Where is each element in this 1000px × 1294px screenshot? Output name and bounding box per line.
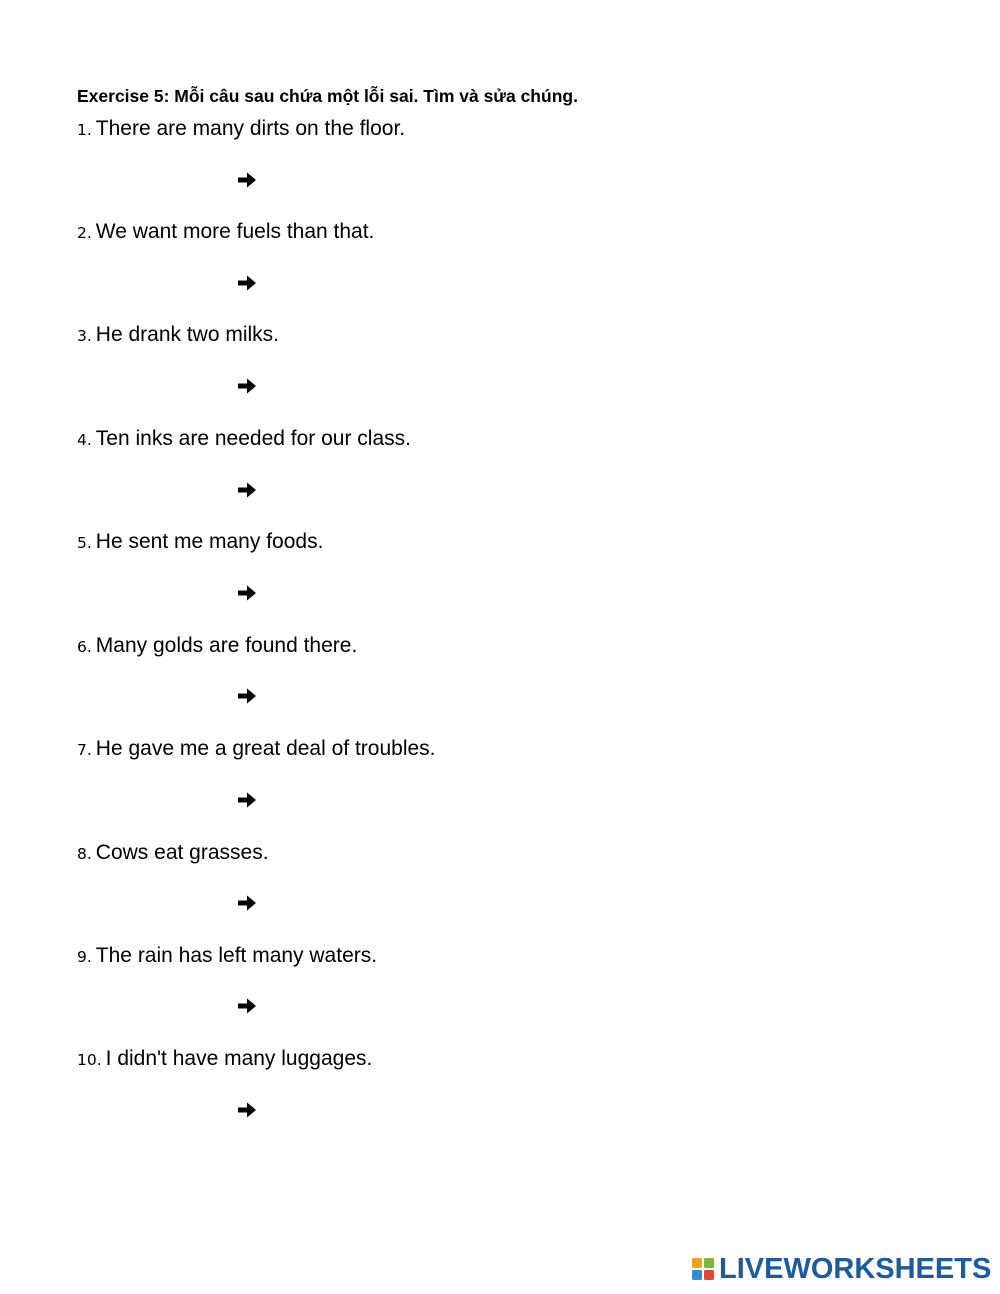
right-arrow-icon	[236, 1100, 258, 1120]
question-sentence: He drank two milks.	[95, 323, 280, 346]
question-sentence: He gave me a great deal of troubles.	[95, 737, 436, 760]
question-number: 3.	[77, 327, 92, 345]
question-number: 7.	[77, 741, 92, 759]
question-item	[77, 635, 357, 656]
question-item	[77, 1048, 372, 1069]
question-sentence: The rain has left many waters.	[95, 944, 378, 967]
question-sentence: Ten inks are needed for our class.	[95, 427, 411, 450]
brand-name: LIVEWORKSHEETS	[719, 1252, 992, 1285]
right-arrow-icon	[236, 996, 258, 1016]
question-sentence: I didn't have many luggages.	[105, 1047, 373, 1070]
question-item	[77, 738, 436, 759]
question-number: 6.	[77, 638, 92, 656]
question-item	[77, 118, 405, 139]
right-arrow-icon	[236, 686, 258, 706]
question-sentence: There are many dirts on the floor.	[95, 117, 406, 140]
question-item	[77, 428, 411, 449]
exercise-title: Exercise 5: Mỗi câu sau chứa một lỗi sai. Tìm và sửa chúng.	[77, 86, 578, 106]
question-number: 10.	[77, 1051, 102, 1069]
question-number: 9.	[77, 948, 92, 966]
question-item	[77, 842, 269, 863]
question-number: 2.	[77, 224, 92, 242]
question-number: 4.	[77, 431, 92, 449]
right-arrow-icon	[236, 170, 258, 190]
question-number: 1.	[77, 121, 92, 139]
right-arrow-icon	[236, 893, 258, 913]
question-sentence: Cows eat grasses.	[95, 841, 269, 864]
question-item	[77, 945, 377, 966]
question-sentence: He sent me many foods.	[95, 530, 324, 553]
right-arrow-icon	[236, 583, 258, 603]
right-arrow-icon	[236, 273, 258, 293]
liveworksheets-logo	[692, 1254, 991, 1284]
liveworksheets-mark-icon	[692, 1256, 716, 1282]
question-sentence: Many golds are found there.	[95, 634, 358, 657]
question-item	[77, 221, 374, 242]
right-arrow-icon	[236, 376, 258, 396]
question-number: 8.	[77, 845, 92, 863]
right-arrow-icon	[236, 790, 258, 810]
question-number: 5.	[77, 534, 92, 552]
right-arrow-icon	[236, 480, 258, 500]
question-sentence: We want more fuels than that.	[95, 220, 375, 243]
question-item	[77, 531, 323, 552]
question-item	[77, 324, 279, 345]
